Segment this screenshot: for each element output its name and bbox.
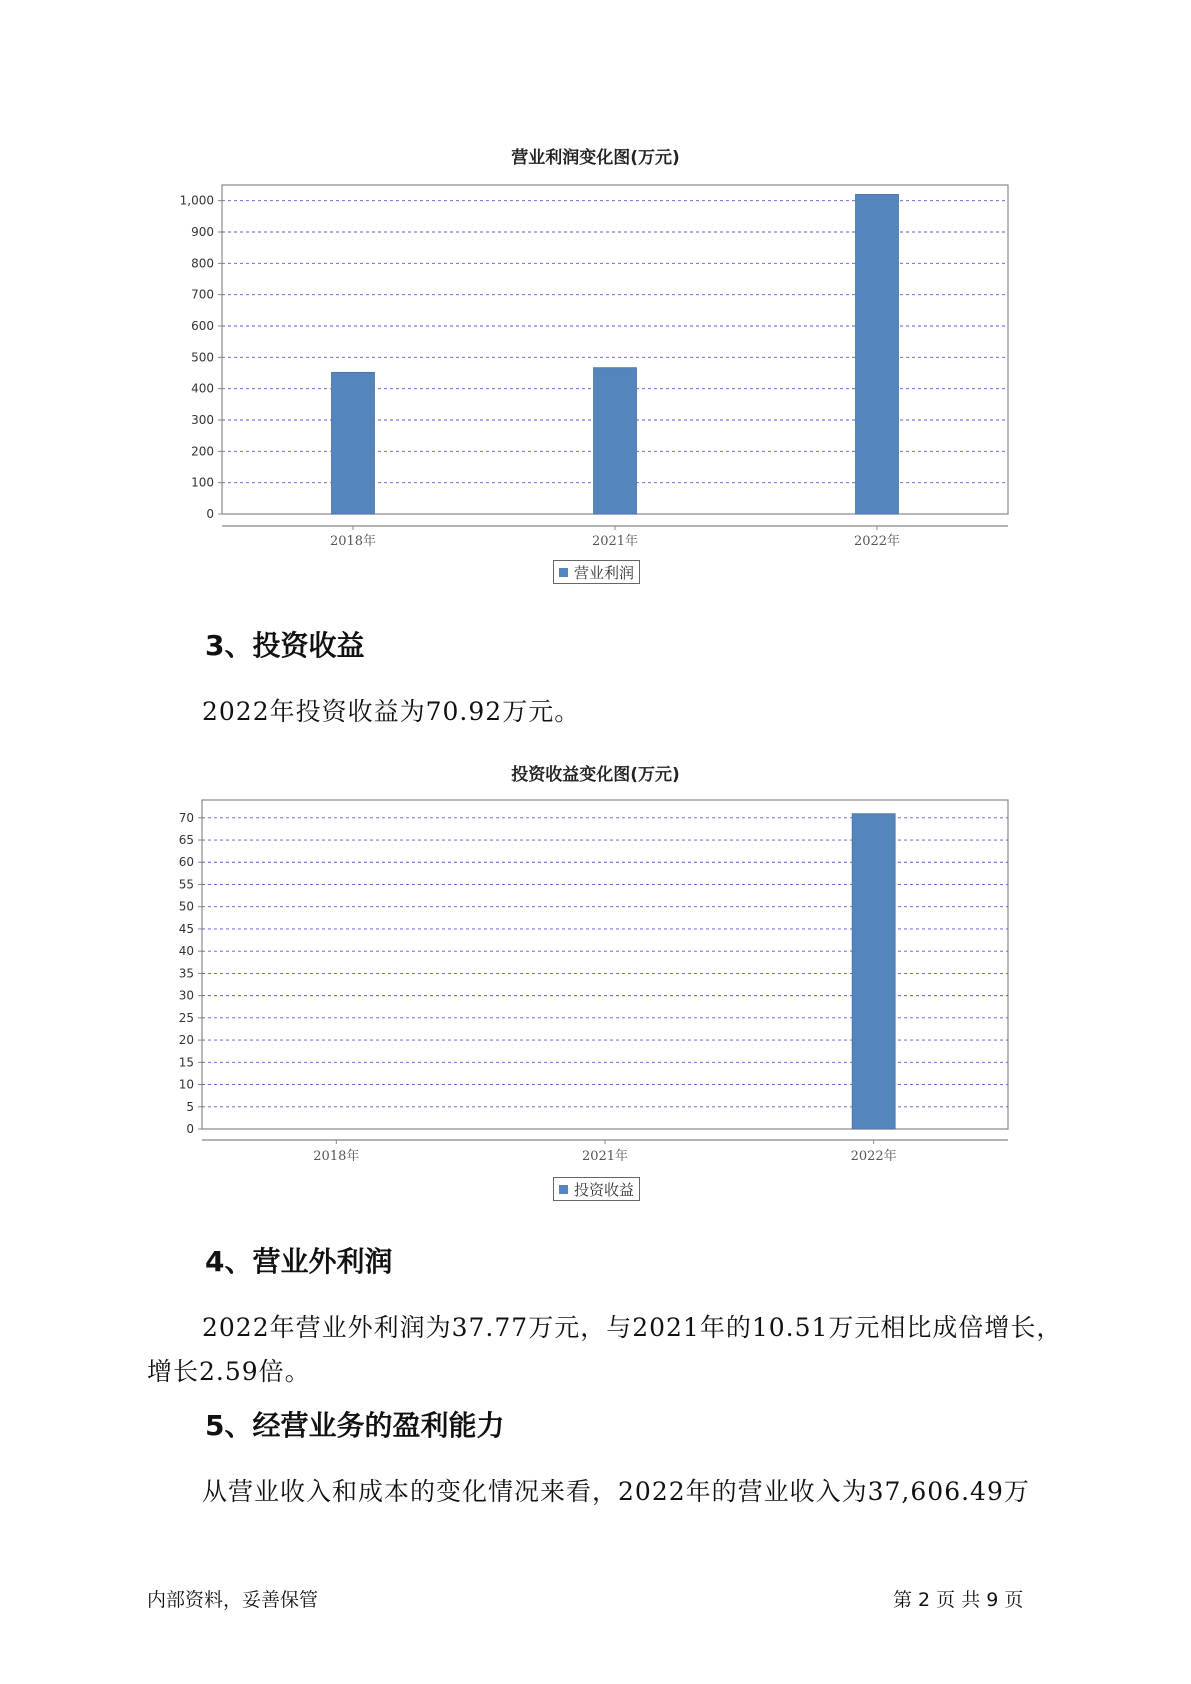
y-tick-label: 0 xyxy=(206,507,214,521)
x-tick-label: 2018年 xyxy=(329,534,377,549)
y-tick-label: 65 xyxy=(178,833,194,848)
chart1-title: 营业利润变化图(万元) xyxy=(511,148,680,168)
y-tick-label: 5 xyxy=(186,1099,194,1114)
y-tick-label: 300 xyxy=(191,413,214,427)
section-4-heading: 4、营业外利润 xyxy=(205,1245,393,1278)
y-tick-label: 100 xyxy=(191,475,214,490)
y-tick-label: 700 xyxy=(191,287,214,302)
y-tick-label: 45 xyxy=(178,921,194,936)
y-tick-label: 15 xyxy=(178,1055,194,1070)
y-tick-label: 200 xyxy=(191,444,214,459)
bar xyxy=(852,814,895,1129)
section-4-text-line1: 2022年营业外利润为37.77万元，与2021年的10.51万元相比成倍增长， xyxy=(202,1313,1063,1342)
y-tick-label: 25 xyxy=(178,1010,194,1025)
y-tick-label: 600 xyxy=(191,319,214,333)
section-3-heading: 3、投资收益 xyxy=(205,629,365,662)
y-tick-label: 10 xyxy=(178,1077,194,1092)
y-tick-label: 500 xyxy=(191,350,214,365)
x-tick-label: 2021年 xyxy=(591,534,639,549)
section-5-heading: 5、经营业务的盈利能力 xyxy=(205,1409,505,1442)
chart2-legend xyxy=(553,1177,640,1201)
y-tick-label: 35 xyxy=(178,966,194,981)
y-tick-label: 1,000 xyxy=(179,193,214,208)
y-tick-label: 0 xyxy=(186,1122,194,1136)
y-tick-label: 40 xyxy=(178,944,194,959)
y-tick-label: 55 xyxy=(178,877,194,892)
y-tick-label: 20 xyxy=(178,1033,194,1048)
x-tick-label: 2018年 xyxy=(313,1149,360,1164)
x-tick-label: 2022年 xyxy=(850,1149,897,1164)
section-5-text-line1: 从营业收入和成本的变化情况来看，2022年的营业收入为37,606.49万 xyxy=(202,1477,1030,1506)
y-tick-label: 70 xyxy=(178,810,194,825)
x-tick-label: 2021年 xyxy=(581,1149,629,1164)
chart2-legend-label: 投资收益 xyxy=(574,1180,635,1199)
y-tick-label: 30 xyxy=(178,988,194,1003)
chart2-title: 投资收益变化图(万元) xyxy=(511,765,680,785)
section-3-text: 2022年投资收益为70.92万元。 xyxy=(202,697,581,726)
x-tick-label: 2022年 xyxy=(853,534,901,549)
y-tick-label: 60 xyxy=(178,855,194,870)
y-tick-label: 900 xyxy=(191,225,214,239)
y-tick-label: 800 xyxy=(191,256,214,271)
y-tick-label: 50 xyxy=(178,899,194,914)
footer-confidential: 内部资料，妥善保管 xyxy=(147,1589,319,1611)
legend-swatch-icon xyxy=(559,1185,568,1194)
y-tick-label: 400 xyxy=(191,381,214,396)
footer-page-number: 第 2 页 共 9 页 xyxy=(893,1589,1024,1611)
section-4-text-line2: 增长2.59倍。 xyxy=(147,1357,311,1386)
chart1-legend-label: 营业利润 xyxy=(574,563,635,582)
